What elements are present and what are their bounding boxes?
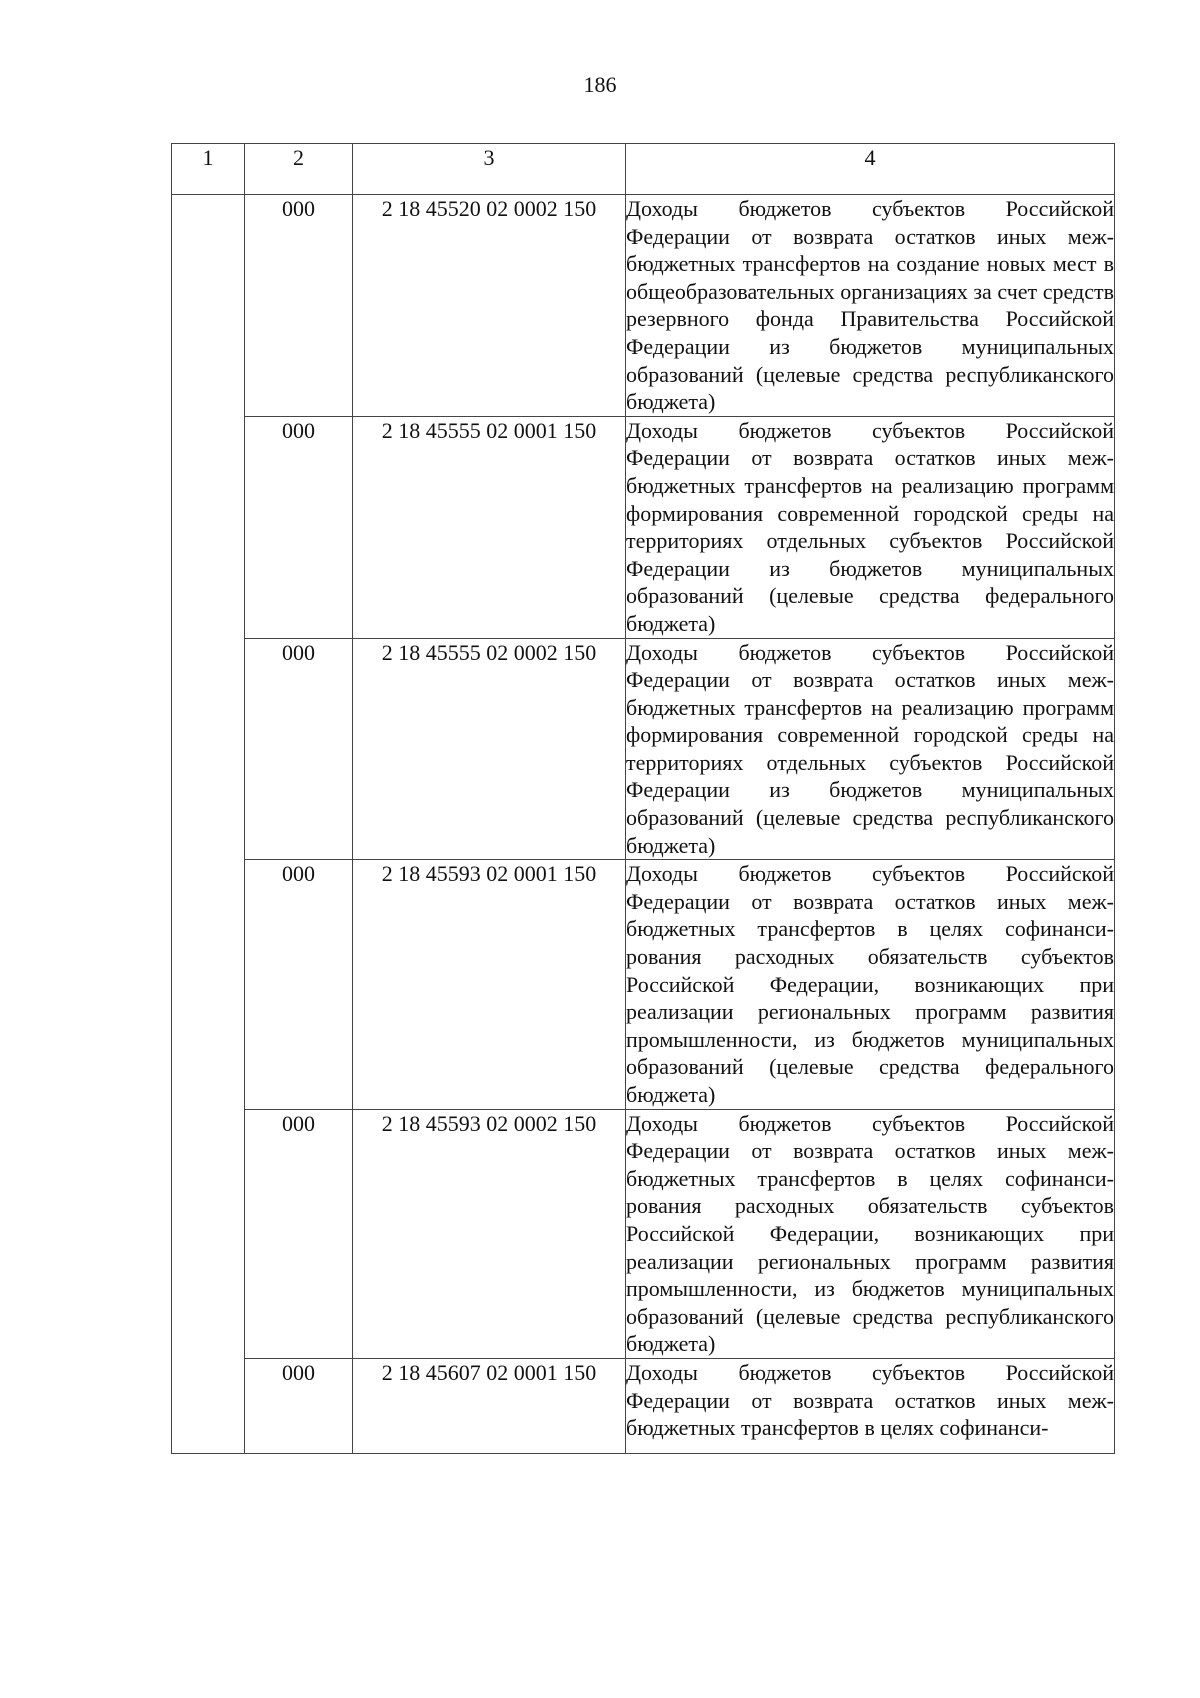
table-row [172, 1358, 1115, 1453]
budget-code-cell: 2 18 45555 02 0001 150 [353, 416, 626, 638]
admin-code-cell: 000 [245, 1109, 353, 1358]
column-header-2: 2 [245, 144, 353, 195]
description-cell: Доходы бюджетов субъектов Российской Федерации от возврата остатков иных межбюджетных трансфертов в целях софинансирования расходных обязательств субъектов Российской Федерации, возникающих при реализации региональных программ развития промышленности, из бюджетов муниципальных образований (целевые средства республиканского бюджета) [626, 1109, 1115, 1358]
budget-code-cell: 2 18 45593 02 0002 150 [353, 1109, 626, 1358]
budget-code-cell: 2 18 45555 02 0002 150 [353, 638, 626, 860]
table-row [172, 860, 1115, 1109]
description-cell: Доходы бюджетов субъектов Российской Федерации от возврата остатков иных межбюджетных трансфертов на реализацию программ формирования современной городской среды на территориях отдельных субъектов Российской Федерации из бюджетов муниципальных образований (целевые средства федерального бюджета) [626, 416, 1115, 638]
page-number: 186 [583, 72, 617, 97]
column-header-4: 4 [626, 144, 1115, 195]
section-number-cell [172, 195, 245, 1454]
table-row [172, 195, 1115, 417]
budget-code-cell: 2 18 45607 02 0001 150 [353, 1358, 626, 1453]
admin-code-cell: 000 [245, 860, 353, 1109]
table-row [172, 638, 1115, 860]
table-header-row [172, 144, 1115, 195]
budget-code-table [171, 143, 1115, 1454]
budget-code-cell: 2 18 45593 02 0001 150 [353, 860, 626, 1109]
column-header-1: 1 [172, 144, 245, 195]
admin-code-cell: 000 [245, 1358, 353, 1453]
admin-code-cell: 000 [245, 195, 353, 417]
description-cell: Доходы бюджетов субъектов Российской Федерации от возврата остатков иных межбюджетных трансфертов на создание новых мест в общеобразовательных организациях за счет средств резервного фонда Правительства Российской Федерации из бюджетов муниципальных образований (целевые средства республиканского бюджета) [626, 195, 1115, 417]
budget-code-cell: 2 18 45520 02 0002 150 [353, 195, 626, 417]
description-cell: Доходы бюджетов субъектов Российской Федерации от возврата остатков иных межбюджетных трансфертов на реализацию программ формирования современной городской среды на территориях отдельных субъектов Российской Федерации из бюджетов муниципальных образований (целевые средства республиканского бюджета) [626, 638, 1115, 860]
description-cell: Доходы бюджетов субъектов Российской Федерации от возврата остатков иных межбюджетных трансфертов в целях софинансирования расходных обязательств субъектов Российской Федерации, возникающих при реализации региональных программ развития промышленности, из бюджетов муниципальных образований (целевые средства федерального бюджета) [626, 860, 1115, 1109]
table-row [172, 416, 1115, 638]
column-header-3: 3 [353, 144, 626, 195]
description-cell: Доходы бюджетов субъектов Российской Федерации от возврата остатков иных межбюджетных трансфертов в целях софинанси- [626, 1358, 1115, 1453]
admin-code-cell: 000 [245, 638, 353, 860]
table-row [172, 1109, 1115, 1358]
admin-code-cell: 000 [245, 416, 353, 638]
